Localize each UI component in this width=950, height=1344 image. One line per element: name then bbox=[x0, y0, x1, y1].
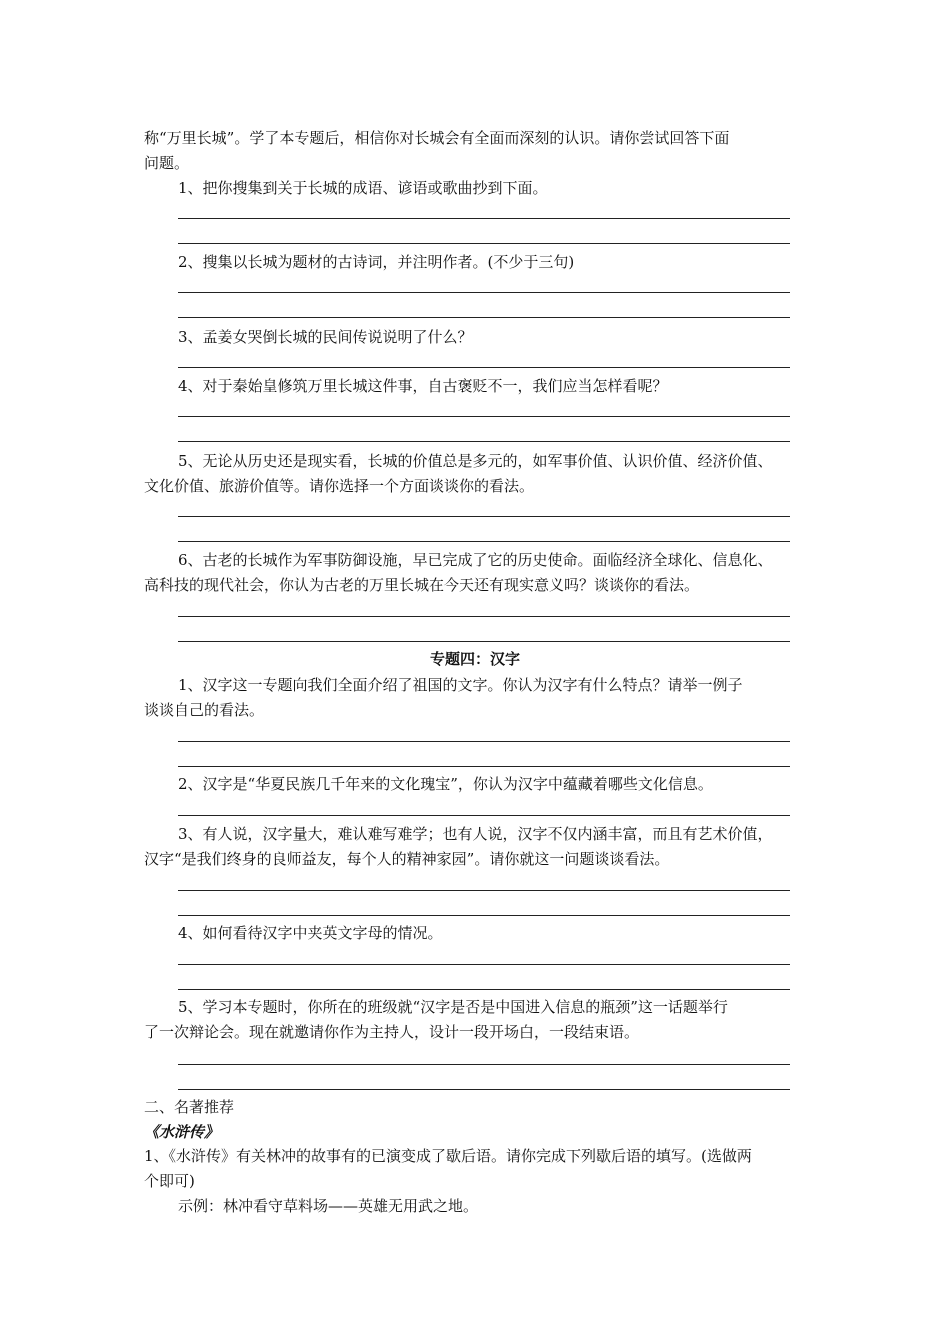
answer-line[interactable] bbox=[178, 541, 790, 542]
part-heading: 二、名著推荐 bbox=[144, 1098, 235, 1116]
question-6-text-line-1: 6、古老的长城作为军事防御设施，早已完成了它的历史使命。面临经济全球化、信息化、 bbox=[178, 551, 773, 569]
answer-line[interactable] bbox=[178, 243, 790, 244]
answer-line[interactable] bbox=[178, 641, 790, 642]
hanzi-question-5-line-1: 5、学习本专题时，你所在的班级就“汉字是否是中国进入信息的瓶颈”这一话题举行 bbox=[178, 998, 728, 1016]
question-3-text: 3、孟姜女哭倒长城的民间传说说明了什么？ bbox=[178, 328, 473, 346]
question-5-text-line-2: 文化价值、旅游价值等。请你选择一个方面谈谈你的看法。 bbox=[144, 477, 535, 495]
answer-line[interactable] bbox=[178, 218, 790, 219]
book-question-1-line-1: 1、《水浒传》有关林冲的故事有的已演变成了歇后语。请你完成下列歇后语的填写。(选做两 bbox=[144, 1147, 752, 1165]
answer-line[interactable] bbox=[178, 292, 790, 293]
hanzi-question-1-line-1: 1、汉字这一专题向我们全面介绍了祖国的文字。你认为汉字有什么特点？请举一例子 bbox=[178, 676, 743, 694]
hanzi-question-3-line-2: 汉字“是我们终身的良师益友，每个人的精神家园”。请你就这一问题谈谈看法。 bbox=[144, 850, 670, 868]
question-4-text: 4、对于秦始皇修筑万里长城这件事，自古褒贬不一，我们应当怎样看呢？ bbox=[178, 377, 668, 395]
answer-line[interactable] bbox=[178, 890, 790, 891]
hanzi-question-3-line-1: 3、有人说，汉字量大，难认难写难学；也有人说，汉字不仅内涵丰富，而且有艺术价值， bbox=[178, 825, 773, 843]
answer-line[interactable] bbox=[178, 766, 790, 767]
answer-line[interactable] bbox=[178, 1064, 790, 1065]
answer-line[interactable] bbox=[178, 741, 790, 742]
question-1-text: 1、把你搜集到关于长城的成语、谚语或歌曲抄到下面。 bbox=[178, 179, 548, 197]
answer-line[interactable] bbox=[178, 815, 790, 816]
answer-line[interactable] bbox=[178, 989, 790, 990]
hanzi-question-2-text: 2、汉字是“华夏民族几千年来的文化瑰宝”，你认为汉字中蕴藏着哪些文化信息。 bbox=[178, 775, 713, 793]
intro-line-1: 称“万里长城”。学了本专题后，相信你对长城会有全面而深刻的认识。请你尝试回答下面 bbox=[144, 129, 730, 147]
answer-line[interactable] bbox=[178, 317, 790, 318]
question-5-text-line-1: 5、无论从历史还是现实看，长城的价值总是多元的，如军事价值、认识价值、经济价值、 bbox=[178, 452, 773, 470]
answer-line[interactable] bbox=[178, 441, 790, 442]
hanzi-question-4-text: 4、如何看待汉字中夹英文字母的情况。 bbox=[178, 924, 443, 942]
question-6-text-line-2: 高科技的现代社会，你认为古老的万里长城在今天还有现实意义吗？谈谈你的看法。 bbox=[144, 576, 700, 594]
intro-line-2: 问题。 bbox=[144, 154, 190, 172]
hanzi-question-5-line-2: 了一次辩论会。现在就邀请你作为主持人，设计一段开场白，一段结束语。 bbox=[144, 1023, 640, 1041]
example-text: 示例：林冲看守草料场——英雄无用武之地。 bbox=[178, 1197, 479, 1215]
question-2-text: 2、搜集以长城为题材的古诗词，并注明作者。(不少于三句) bbox=[178, 253, 575, 271]
answer-line[interactable] bbox=[178, 516, 790, 517]
answer-line[interactable] bbox=[178, 416, 790, 417]
answer-line[interactable] bbox=[178, 915, 790, 916]
answer-line[interactable] bbox=[178, 616, 790, 617]
answer-line[interactable] bbox=[178, 964, 790, 965]
hanzi-question-1-line-2: 谈谈自己的看法。 bbox=[144, 701, 265, 719]
book-title: 《水浒传》 bbox=[144, 1123, 220, 1141]
answer-line[interactable] bbox=[178, 1089, 790, 1090]
answer-line[interactable] bbox=[178, 367, 790, 368]
section-title: 专题四：汉字 bbox=[429, 650, 520, 668]
book-question-1-line-2: 个即可) bbox=[144, 1172, 195, 1190]
